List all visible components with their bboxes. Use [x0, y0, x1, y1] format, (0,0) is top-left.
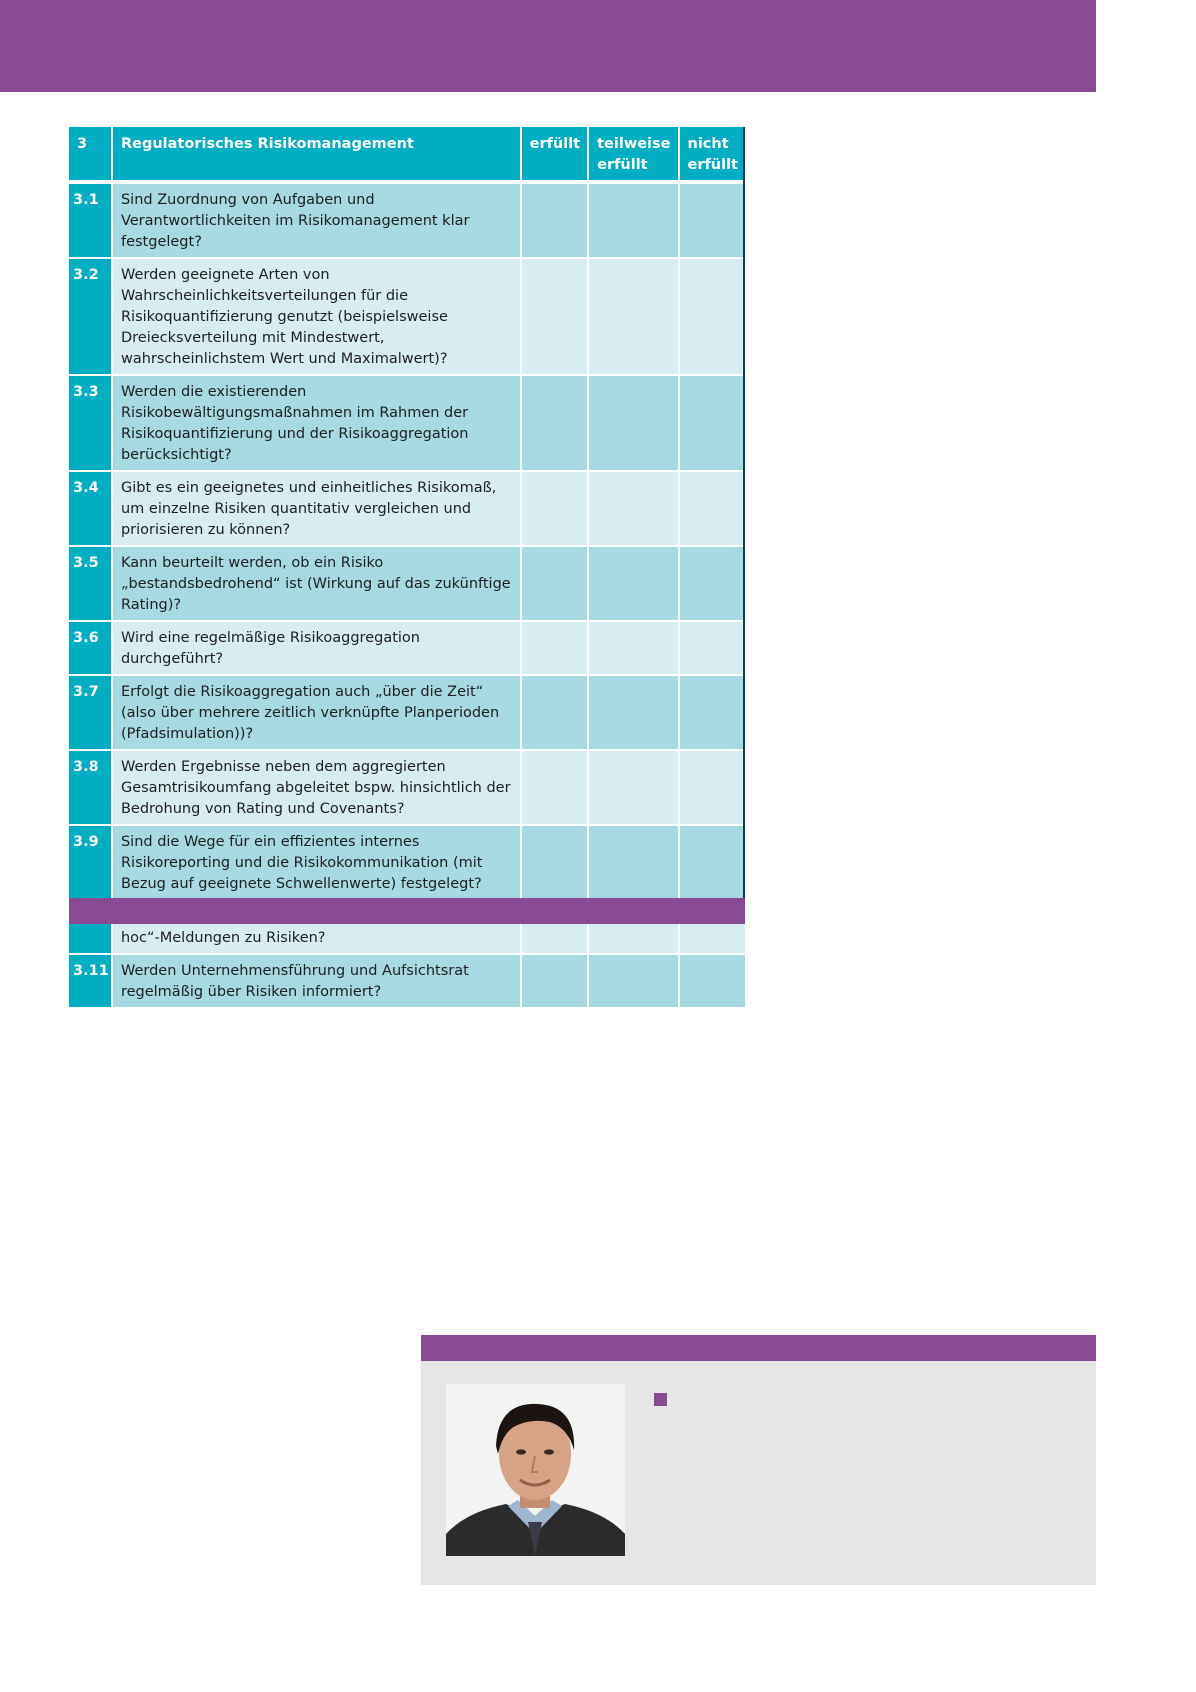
header-col-fulfilled: erfüllt [522, 127, 590, 184]
checkbox-not-fulfilled[interactable] [680, 826, 746, 901]
checkbox-partial[interactable] [589, 826, 679, 901]
row-question: hoc“-Meldungen zu Risiken? [113, 901, 522, 955]
table-row [69, 751, 745, 826]
checklist-table [69, 127, 745, 1009]
row-question: Erfolgt die Risikoaggregation auch „über die Zeit“ (also über mehrere zeitlich verknüpfte Planperioden (Pfadsimulation))? [113, 676, 522, 751]
table-row [69, 472, 745, 547]
table-header-row [69, 127, 745, 184]
table-row [69, 259, 745, 376]
table-row [69, 622, 745, 676]
row-number: 3.3 [69, 376, 113, 472]
row-question: Sind die Wege für ein effizientes internes Risikoreporting und die Risikokommunikation (mit Bezug auf geeignete Schwellenwerte) festgelegt? [113, 826, 522, 901]
row-number: 3.1 [69, 184, 113, 259]
checkbox-fulfilled[interactable] [522, 184, 590, 259]
square-bullet-icon [654, 1393, 667, 1406]
row-question: Wird eine regelmäßige Risikoaggregation durchgeführt? [113, 622, 522, 676]
checkbox-not-fulfilled[interactable] [680, 751, 746, 826]
row-number: 3.8 [69, 751, 113, 826]
header-col-partial: teilweise erfüllt [589, 127, 679, 184]
checkbox-fulfilled[interactable] [522, 472, 590, 547]
checkbox-fulfilled[interactable] [522, 826, 590, 901]
checkbox-partial[interactable] [589, 676, 679, 751]
checkbox-fulfilled[interactable] [522, 259, 590, 376]
table-row [69, 547, 745, 622]
row-number: 3.4 [69, 472, 113, 547]
row-number: 3.5 [69, 547, 113, 622]
checkbox-fulfilled[interactable] [522, 547, 590, 622]
checkbox-partial[interactable] [589, 547, 679, 622]
checkbox-not-fulfilled[interactable] [680, 259, 746, 376]
author-box [421, 1335, 1096, 1585]
table-row [69, 955, 745, 1009]
row-number: 3.2 [69, 259, 113, 376]
header-section-number: 3 [69, 127, 113, 184]
row-number: 3.11 [69, 955, 113, 1009]
checkbox-partial[interactable] [589, 184, 679, 259]
checkbox-partial[interactable] [589, 376, 679, 472]
table-footer-bar [69, 898, 745, 924]
row-question: Sind Zuordnung von Aufgaben und Verantwortlichkeiten im Risikomanagement klar festgelegt? [113, 184, 522, 259]
row-question: Werden geeignete Arten von Wahrscheinlichkeitsverteilungen für die Risikoquantifizierung genutzt (beispielsweise Dreiecksverteilung mit Mindestwert, wahrscheinlichstem Wert und Maximalwert)? [113, 259, 522, 376]
checkbox-not-fulfilled[interactable] [680, 184, 746, 259]
row-number: 3.9 [69, 826, 113, 901]
checkbox-fulfilled[interactable] [522, 955, 590, 1009]
row-question: Gibt es ein geeignetes und einheitliches Risikomaß, um einzelne Risiken quantitativ vergleichen und priorisieren zu können? [113, 472, 522, 547]
checkbox-not-fulfilled[interactable] [680, 622, 746, 676]
checkbox-partial[interactable] [589, 259, 679, 376]
checkbox-partial[interactable] [589, 472, 679, 547]
row-number: 3.6 [69, 622, 113, 676]
checkbox-not-fulfilled[interactable] [680, 676, 746, 751]
checkbox-not-fulfilled[interactable] [680, 547, 746, 622]
checkbox-fulfilled[interactable] [522, 676, 590, 751]
table-row [69, 826, 745, 901]
header-section-title: Regulatorisches Risikomanagement [113, 127, 522, 184]
checkbox-partial[interactable] [589, 751, 679, 826]
table-row [69, 184, 745, 259]
row-question: Werden Ergebnisse neben dem aggregierten Gesamtrisikoumfang abgeleitet bspw. hinsichtlich der Bedrohung von Rating und Covenants? [113, 751, 522, 826]
table-row [69, 676, 745, 751]
header-col-not-fulfilled: nicht erfüllt [680, 127, 746, 184]
checkbox-partial[interactable] [589, 955, 679, 1009]
author-box-header-bar [421, 1335, 1096, 1361]
row-question: Werden Unternehmensführung und Aufsichtsrat regelmäßig über Risiken informiert? [113, 955, 522, 1009]
top-header-bar [0, 0, 1096, 92]
row-question: Werden die existierenden Risikobewältigungsmaßnahmen im Rahmen der Risikoquantifizierung und der Risikoaggregation berücksichtigt? [113, 376, 522, 472]
checkbox-fulfilled[interactable] [522, 622, 590, 676]
checkbox-fulfilled[interactable] [522, 376, 590, 472]
checkbox-not-fulfilled[interactable] [680, 472, 746, 547]
portrait-illustration [446, 1384, 625, 1556]
checkbox-fulfilled[interactable] [522, 751, 590, 826]
portrait-photo [446, 1384, 625, 1556]
checkbox-not-fulfilled[interactable] [680, 376, 746, 472]
row-number: 3.7 [69, 676, 113, 751]
checkbox-not-fulfilled[interactable] [680, 955, 746, 1009]
checkbox-partial[interactable] [589, 622, 679, 676]
row-question: Kann beurteilt werden, ob ein Risiko „bestandsbedrohend“ ist (Wirkung auf das zukünftige Rating)? [113, 547, 522, 622]
table-right-border [743, 127, 745, 898]
table-row [69, 376, 745, 472]
